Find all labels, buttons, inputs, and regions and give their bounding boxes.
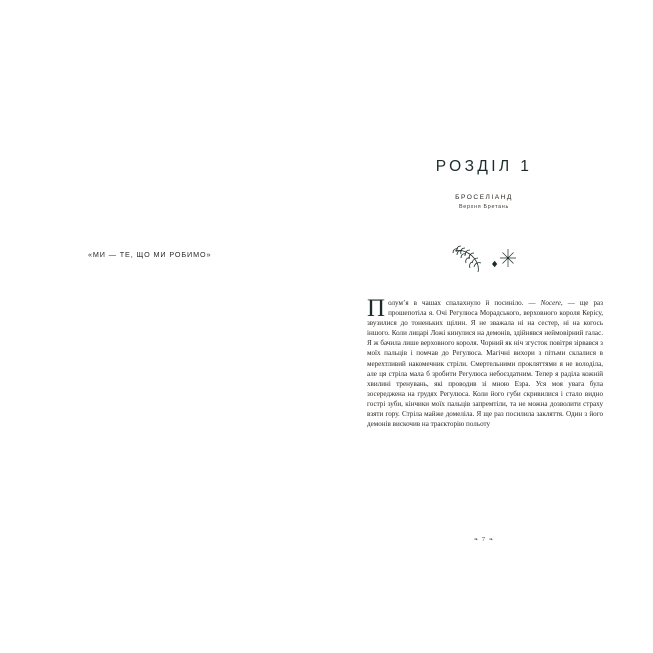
body-paragraph: олум’я в чашах спалахнуло й посиніло. — Nocere, — ще раз прошепотіла я. Очі Регулюса Морадського, верховного короля Керісу, звузилися до тоненьких щілин. Я не зважала ні на сестер, ні на когось іншого. Коли лицарі Ложі кинулися на демонів, здійнявся неймовірний галас. Я ж бачила лише верховного короля. Чорний як ніч згусток повітря зірвався з моїх пальців і помчав до Регулюса. Магічні вихори з пітьми склалися в мерехтливий накомечник стріли. Смертельними прокляттями я не володіла, але ця стріла мала б зробити Регулюса небоєздатним. Тепер я раділа кожній хвилині тренувань, які проводив зі мною Езра. Уся моя увага була зосереджена на грудях Регулюса. Коли його губи скривилися і стало видно гострі зуби, кінчики моїх пальців запремтіли, та не можна дозволити страху взяти гору. Стріла майже домеліла. Я ще раз посилила закляття. Один з його демонів вискочив на траєкторію польоту	[367, 299, 603, 429]
epigraph-text: «МИ — ТЕ, ЩО МИ РОБИМО»	[88, 250, 212, 259]
left-page	[0, 0, 326, 653]
chapter-body-text	[367, 295, 603, 429]
right-page	[326, 0, 653, 653]
folio-right-ornament: ❧	[488, 537, 495, 543]
location-name: БРОСЕЛІАНД	[455, 194, 513, 201]
drop-cap: П	[367, 295, 386, 322]
chapter-location-block	[359, 194, 609, 210]
chapter-title: РОЗДІЛ 1	[435, 158, 533, 175]
laurel-branch-and-stars-ornament	[359, 238, 609, 282]
folio-number: 7	[481, 536, 487, 543]
folio-left-ornament: ❧	[473, 537, 480, 543]
location-region: Верхня Бретань	[459, 204, 509, 210]
page-number-footer	[359, 536, 609, 543]
